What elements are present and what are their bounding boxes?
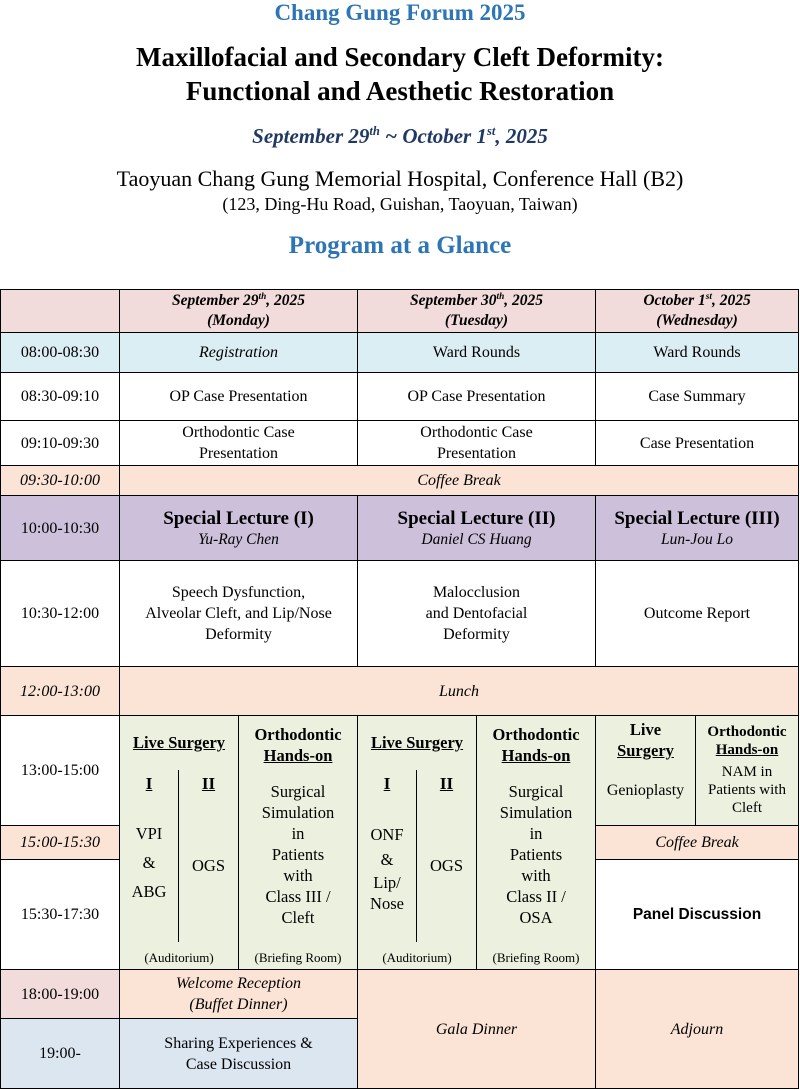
op-case-mon: OP Case Presentation xyxy=(119,372,358,421)
time-cell: 09:30-10:00 xyxy=(0,465,120,496)
time-cell: 15:30-17:30 xyxy=(0,859,120,970)
sharing-experiences: Sharing Experiences & Case Discussion xyxy=(119,1018,358,1089)
welcome-reception: Welcome Reception (Buffet Dinner) xyxy=(119,969,358,1019)
live-surgery-tue: Live Surgery xyxy=(357,715,477,970)
gala-dinner: Gala Dinner xyxy=(357,969,596,1089)
ogs-mon: OGS xyxy=(191,855,225,875)
time-cell: 10:00-10:30 xyxy=(0,495,120,561)
surgical-simulation-mon: Surgical Simulation in Patients with Class III / Cleft xyxy=(261,781,335,927)
day-header-wednesday: October 1st, 2025 (Wednesday) xyxy=(595,289,799,333)
special-lecture-1: Special Lecture (I) Yu-Ray Chen xyxy=(119,495,358,561)
briefing-room-tue: (Briefing Room) xyxy=(492,949,580,965)
title-line-1: Maxillofacial and Secondary Cleft Deformity: xyxy=(136,42,664,72)
time-cell: 13:00-15:00 xyxy=(0,715,120,826)
conference-title xyxy=(0,40,800,108)
room-ii-mon: II xyxy=(201,773,216,793)
day-header-monday: September 29th, 2025 (Monday) xyxy=(119,289,358,333)
room-i-mon: I xyxy=(145,773,153,793)
time-cell: 09:10-09:30 xyxy=(0,420,120,466)
auditorium-mon: (Auditorium) xyxy=(144,949,214,965)
case-summary-wed: Case Summary xyxy=(595,372,799,421)
onf-lip-nose: ONF & Lip/ Nose xyxy=(370,825,404,913)
day-header-tuesday: September 30th, 2025 (Tuesday) xyxy=(357,289,596,333)
time-cell: 19:00- xyxy=(0,1018,120,1089)
ward-rounds-tue: Ward Rounds xyxy=(357,332,596,373)
ortho-hands-on-mon: Orthodontic Hands-on xyxy=(238,715,358,970)
case-presentation-wed: Case Presentation xyxy=(595,420,799,466)
conference-dates: September 29th ~ October 1st, 2025 xyxy=(252,124,548,148)
time-cell: 10:30-12:00 xyxy=(0,560,120,667)
room-i-tue: I xyxy=(383,773,391,793)
live-surgery-wed: Live Surgery Genioplasty xyxy=(595,715,696,826)
forum-name: Chang Gung Forum 2025 xyxy=(274,0,526,25)
coffee-break-afternoon: Coffee Break xyxy=(595,825,799,860)
panel-discussion: Panel Discussion xyxy=(595,859,799,970)
special-lecture-3: Special Lecture (III) Lun-Jou Lo xyxy=(595,495,799,561)
ward-rounds-wed: Ward Rounds xyxy=(595,332,799,373)
special-lecture-2: Special Lecture (II) Daniel CS Huang xyxy=(357,495,596,561)
session-tue: Malocclusion and Dentofacial Deformity xyxy=(357,560,596,667)
time-cell: 12:00-13:00 xyxy=(0,666,120,716)
section-title: Program at a Glance xyxy=(288,232,512,259)
vpi-abg: VPI & ABG xyxy=(131,824,167,901)
briefing-room-mon: (Briefing Room) xyxy=(254,949,342,965)
time-cell: 15:00-15:30 xyxy=(0,825,120,860)
venue: Taoyuan Chang Gung Memorial Hospital, Conference Hall (B2) xyxy=(116,166,684,191)
ortho-hands-on-tue: Orthodontic Hands-on xyxy=(476,715,596,970)
ortho-case-mon: Orthodontic Case Presentation xyxy=(119,420,358,466)
session-mon: Speech Dysfunction, Alveolar Cleft, and Lip/Nose Deformity xyxy=(119,560,358,667)
surgical-simulation-tue: Surgical Simulation in Patients with Class II / OSA xyxy=(499,781,573,927)
auditorium-tue: (Auditorium) xyxy=(382,949,452,965)
ortho-hands-on-wed: Orthodontic Hands-on NAM in Patients with Cleft xyxy=(695,715,799,826)
time-cell: 08:00-08:30 xyxy=(0,332,120,373)
coffee-break-morning: Coffee Break xyxy=(119,465,799,496)
venue-address: (123, Ding-Hu Road, Guishan, Taoyuan, Taiwan) xyxy=(222,194,578,214)
ortho-case-tue: Orthodontic Case Presentation xyxy=(357,420,596,466)
outcome-report-wed: Outcome Report xyxy=(595,560,799,667)
adjourn: Adjourn xyxy=(595,969,799,1089)
live-surgery-mon: Live Surgery xyxy=(119,715,239,970)
ogs-tue: OGS xyxy=(429,855,463,875)
registration-cell: Registration xyxy=(119,332,358,373)
corner-cell xyxy=(0,289,120,333)
lunch-cell: Lunch xyxy=(119,666,799,716)
title-line-2: Functional and Aesthetic Restoration xyxy=(185,76,615,106)
time-cell: 18:00-19:00 xyxy=(0,969,120,1019)
op-case-tue: OP Case Presentation xyxy=(357,372,596,421)
time-cell: 08:30-09:10 xyxy=(0,372,120,421)
room-ii-tue: II xyxy=(439,773,454,793)
